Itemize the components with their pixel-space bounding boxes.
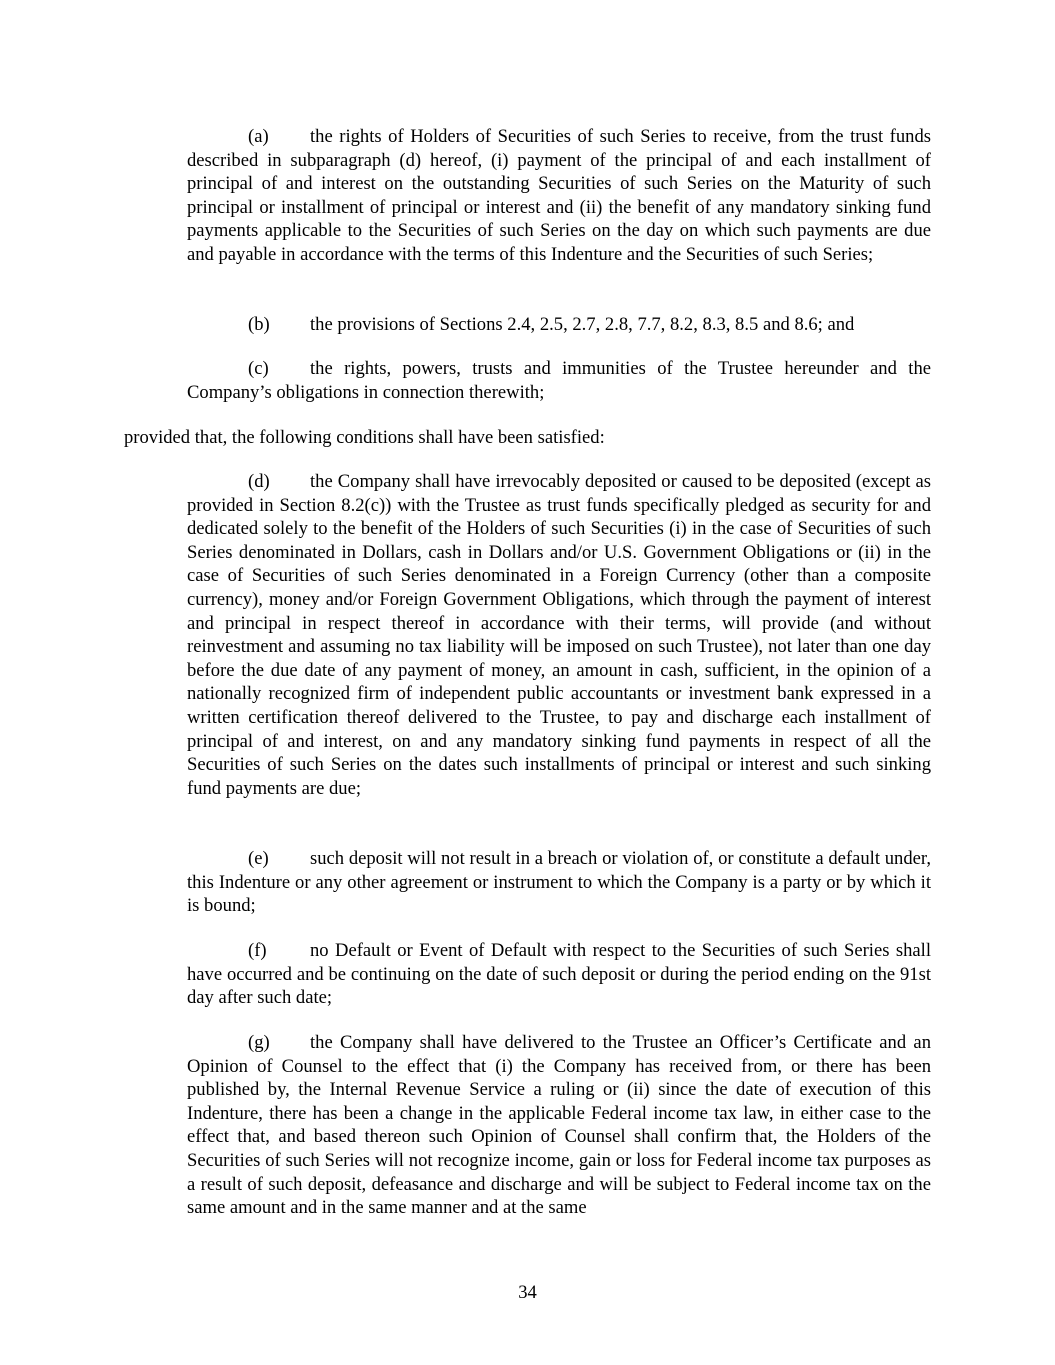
paragraph-d: [187, 470, 931, 800]
paragraph-b-label: (b): [248, 314, 270, 335]
paragraph-g-label: (g): [248, 1032, 270, 1053]
paragraph-e: [187, 847, 931, 918]
paragraph-a-label: (a): [248, 126, 269, 147]
paragraph-f-label: (f): [248, 940, 267, 961]
paragraph-c: [187, 357, 931, 404]
paragraph-g-text: the Company shall have delivered to the Trustee an Officer’s Certificate and an Opinion of Counsel to the effect that (i) the Company has received from, or there has been published by, the Internal Revenue Service a ruling or (ii) since the date of execution of this Indenture, there has been a change in the applicable Federal income tax law, in either case to the effect that, and based thereon such Opinion of Counsel shall confirm that, the Holders of the Securities of such Series will not recognize income, gain or loss for Federal income tax purposes as a result of such deposit, defeasance and discharge and will be subject to Federal income tax on the same amount and in the same manner and at the same: [187, 1032, 931, 1219]
paragraph-d-text: the Company shall have irrevocably deposited or caused to be deposited (except as provided in Section 8.2(c)) with the Trustee as trust funds specifically pledged as security for and dedicated solely to the benefit of the Holders of such Securities (i) in the case of Securities of such Series denominated in Dollars, cash in Dollars and/or U.S. Government Obligations or (ii) in the case of Securities of such Series denominated in a Foreign Currency (other than a composite currency), money and/or Foreign Government Obligations, which through the payment of interest and principal in respect thereof in accordance with their terms, will provide (and without reinvestment and assuming no tax liability will be imposed on such Trustee), not later than one day before the due date of any payment of money, an amount in cash, sufficient, in the opinion of a nationally recognized firm of independent public accountants or investment bank expressed in a written certification thereof delivered to the Trustee, to pay and discharge each installment of principal of and interest, on and any mandatory sinking fund payments in respect of all the Securities of such Series on the dates such installments of principal or interest and such sinking fund payments are due;: [187, 471, 931, 799]
paragraph-b-text: the provisions of Sections 2.4, 2.5, 2.7, 2.8, 7.7, 8.2, 8.3, 8.5 and 8.6; and: [310, 314, 855, 335]
page-number: 34: [518, 1282, 537, 1303]
paragraph-e-text: such deposit will not result in a breach or violation of, or constitute a default under, this Indenture or any other agreement or instrument to which the Company is a party or by which it is bound;: [187, 848, 931, 917]
paragraph-d-label: (d): [248, 471, 270, 492]
paragraph-a: [187, 125, 931, 267]
paragraph-g: [187, 1031, 931, 1220]
paragraph-c-text: the rights, powers, trusts and immunities of the Trustee hereunder and the Company’s obligations in connection therewith;: [187, 358, 931, 403]
paragraph-a-text: the rights of Holders of Securities of such Series to receive, from the trust funds described in subparagraph (d) hereof, (i) payment of the principal of and each installment of principal of and interest on the outstanding Securities of such Series on the Maturity of such principal or installment of principal or interest and (ii) the benefit of any mandatory sinking fund payments applicable to the Securities of such Series on the day on which such payments are due and payable in accordance with the terms of this Indenture and the Securities of such Series;: [187, 126, 931, 265]
paragraph-f: [187, 939, 931, 1010]
paragraph-c-label: (c): [248, 358, 269, 379]
paragraph-b: [187, 313, 931, 337]
paragraph-f-text: no Default or Event of Default with respect to the Securities of such Series shall have occurred and be continuing on the date of such deposit or during the period ending on the 91st day after such date;: [187, 940, 931, 1009]
proviso-text: provided that, the following conditions shall have been satisfied:: [124, 427, 605, 448]
paragraph-e-label: (e): [248, 848, 269, 869]
